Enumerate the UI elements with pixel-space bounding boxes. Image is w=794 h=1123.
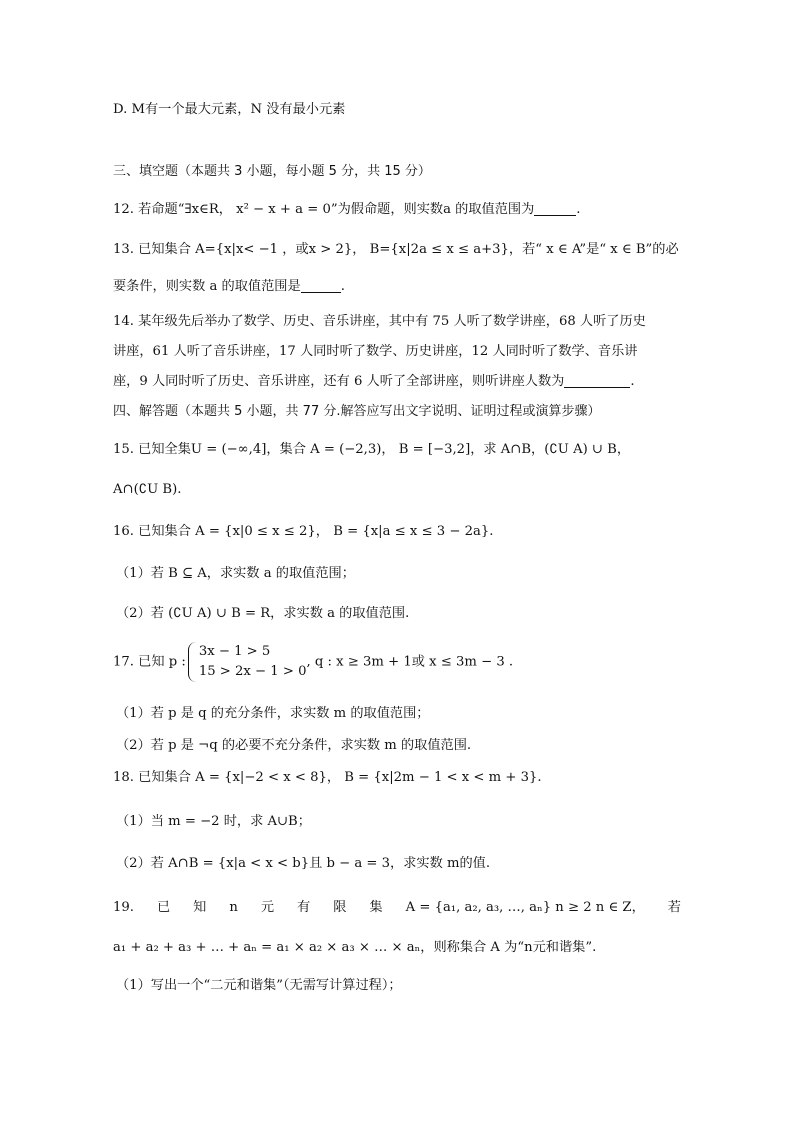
question-18-part-2: （2）若 A∩B = {x|a < x < b}且 b − a = 3，求实数 m的值. — [116, 856, 491, 871]
section-3-header: 三、填空题（本题共 3 小题，每小题 5 分，共 15 分） — [113, 164, 431, 179]
brace-symbol — [188, 642, 197, 682]
section-4-header: 四、解答题（本题共 5 小题，共 77 分.解答应写出文字说明、证明过程或演算步骤） — [113, 404, 601, 419]
question-19-line-1 — [113, 898, 681, 918]
question-17-part-2: （2）若 p 是 ¬q 的必要不充分条件，求实数 m 的取值范围. — [116, 738, 472, 753]
q19-word: n — [229, 900, 238, 915]
question-17-prefix: 17. 已知 p : — [113, 654, 186, 670]
question-12-text: 12. 若命题“∃x∈R， x² − x + a = 0”为假命题，则实数a 的取值范围为 — [113, 202, 535, 217]
question-15-line-1: 15. 已知全集U = (−∞,4]，集合 A = (−2,3)， B = [−3,2]，求 A∩B，(∁U A) ∪ B， — [113, 442, 631, 457]
question-17-stem — [113, 642, 513, 686]
answer-blank-14 — [564, 373, 630, 388]
question-14-line-3 — [113, 372, 635, 392]
question-13-text: 要条件，则实数 a 的取值范围是 — [113, 279, 301, 294]
q19-word: 元 — [260, 900, 275, 915]
question-14-line-1: 14. 某年级先后举办了数学、历史、音乐讲座，其中有 75 人听了数学讲座，68 人听了历史 — [113, 314, 646, 329]
question-16-stem: 16. 已知集合 A = {x|0 ≤ x ≤ 2}， B = {x|a ≤ x ≤ 3 − 2a}. — [113, 524, 494, 539]
q19-set-definition: A = {a₁, a₂, a₃, …, aₙ} n ≥ 2 n ∈ Z， — [405, 900, 645, 915]
q19-word: 若 — [667, 900, 681, 915]
condition-row-1: 3x − 1 > 5 — [198, 644, 271, 659]
question-18-stem: 18. 已知集合 A = {x|−2 < x < 8}， B = {x|2m − 1 < x < m + 3}. — [113, 770, 542, 785]
question-19-part-1: （1）写出一个“二元和谐集”（无需写计算过程）； — [116, 978, 402, 993]
q19-word: 已 — [156, 900, 171, 915]
option-d-text: D. M有一个最大元素，N 没有最小元素 — [113, 102, 346, 117]
question-13-end: . — [340, 279, 345, 294]
question-13-line-1: 13. 已知集合 A={x|x< −1 ，或x > 2}， B={x|2a ≤ x ≤ a+3}，若“ x ∈ A”是“ x ∈ B”的必 — [113, 242, 679, 257]
q19-word: 19. — [113, 900, 134, 915]
question-15-line-2: A∩(∁U B). — [113, 482, 182, 497]
question-17-suffix: , q : x ≥ 3m + 1或 x ≤ 3m − 3 . — [306, 654, 514, 670]
question-14-line-2: 讲座，61 人听了音乐讲座，17 人同时听了数学、历史讲座，12 人同时听了数学、音乐讲 — [113, 344, 638, 359]
q19-word: 有 — [297, 900, 311, 915]
question-18-part-1: （1）当 m = −2 时，求 A∪B； — [116, 814, 311, 829]
question-16-part-1: （1）若 B ⊆ A，求实数 a 的取值范围； — [116, 566, 355, 581]
answer-blank-13 — [301, 278, 341, 293]
question-12-end: . — [576, 202, 581, 217]
question-14-end: . — [630, 374, 635, 389]
q19-word: 知 — [193, 900, 207, 915]
question-13-line-2 — [113, 277, 345, 297]
question-17-part-1: （1）若 p 是 q 的充分条件，求实数 m 的取值范围； — [116, 706, 430, 721]
question-16-part-2: （2）若 (∁U A) ∪ B = R，求实数 a 的取值范围. — [116, 606, 410, 621]
condition-row-2: 15 > 2x − 1 > 0 — [198, 664, 307, 679]
answer-blank-12 — [534, 201, 576, 216]
question-19-line-2: a₁ + a₂ + a₃ + … + aₙ = a₁ × a₂ × a₃ × … × aₙ，则称集合 A 为“n元和谐集”. — [113, 940, 597, 955]
piecewise-conditions — [199, 642, 307, 682]
question-12 — [113, 200, 580, 220]
q19-word: 集 — [369, 900, 383, 915]
question-14-text: 座，9 人同时听了历史、音乐讲座，还有 6 人听了全部讲座，则听讲座人数为 — [113, 374, 565, 389]
q19-word: 限 — [333, 900, 347, 915]
